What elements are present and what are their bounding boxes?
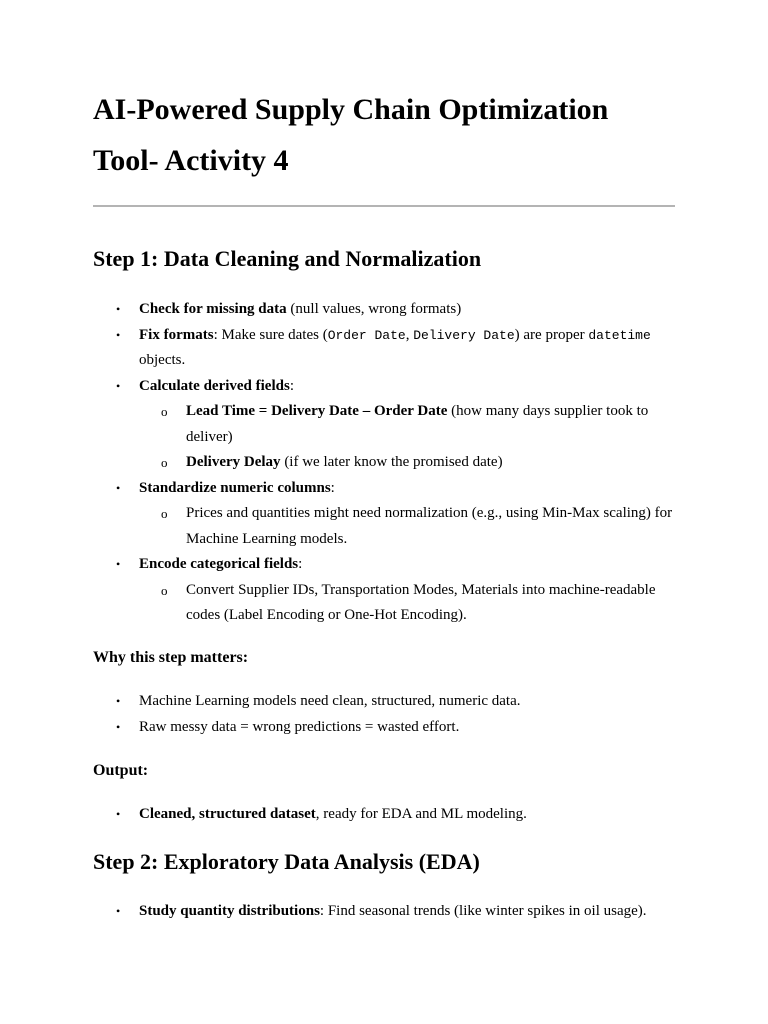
item-bold: Encode categorical fields bbox=[139, 556, 299, 572]
sub-bullet-icon: o bbox=[161, 582, 168, 598]
sub-item-delivery-delay bbox=[139, 450, 678, 476]
bullet-icon: • bbox=[116, 557, 121, 571]
step1-heading: Step 1: Data Cleaning and Normalization bbox=[93, 246, 482, 271]
item-text: objects. bbox=[139, 352, 186, 368]
bullet-icon: • bbox=[116, 480, 121, 495]
code-datetime: datetime bbox=[588, 327, 651, 343]
list-item-categorical-fields bbox=[0, 552, 675, 629]
output-heading: Output: bbox=[93, 762, 149, 779]
list-item-why-1 bbox=[0, 689, 675, 715]
list-item-fix-formats bbox=[0, 323, 675, 374]
item-text: : bbox=[330, 479, 335, 496]
item-text: Machine Learning models need clean, structured, numeric data. bbox=[139, 693, 521, 709]
item-text: (null values, wrong formats) bbox=[286, 301, 462, 317]
item-bold: Check for missing data bbox=[139, 301, 287, 317]
why-list bbox=[0, 689, 675, 740]
sub-list bbox=[139, 399, 675, 476]
list-item-output bbox=[0, 802, 675, 828]
item-text: : bbox=[298, 556, 303, 572]
sub-item-encoding bbox=[139, 578, 678, 629]
item-text: : Make sure dates ( bbox=[213, 326, 328, 343]
step2-heading: Step 2: Exploratory Data Analysis (EDA) bbox=[93, 849, 480, 874]
sub-list bbox=[139, 578, 675, 629]
sub-item-text: Prices and quantities might need normalization (e.g., using Min-Max scaling) for Machine Learning models. bbox=[186, 505, 673, 547]
sub-list bbox=[139, 501, 675, 552]
sub-item-text: (if we later know the promised date) bbox=[280, 454, 503, 470]
item-bold: Standardize numeric columns bbox=[139, 479, 331, 496]
sub-item-text: Convert Supplier IDs, Transportation Modes, Materials into machine-readable codes (Label Encoding or One-Hot Encoding). bbox=[186, 581, 656, 623]
bullet-icon: • bbox=[116, 302, 121, 316]
sub-bullet-icon: o bbox=[161, 404, 168, 419]
horizontal-rule bbox=[93, 205, 675, 207]
list-item-why-2 bbox=[0, 715, 675, 741]
item-bold: Study quantity distributions bbox=[139, 903, 320, 919]
item-text: , ready for EDA and ML modeling. bbox=[315, 806, 527, 822]
bullet-icon: • bbox=[116, 719, 121, 734]
sub-bullet-icon: o bbox=[161, 506, 168, 521]
sub-item-lead-time bbox=[139, 399, 678, 450]
item-text: , bbox=[405, 326, 414, 343]
why-heading: Why this step matters: bbox=[93, 649, 249, 666]
item-bold: Cleaned, structured dataset bbox=[139, 806, 316, 822]
list-item-missing-data bbox=[0, 297, 675, 323]
code-order-date: Order Date bbox=[327, 327, 406, 343]
item-text: : Find seasonal trends (like winter spikes in oil usage). bbox=[319, 903, 647, 919]
sub-item-bold: Delivery Delay bbox=[186, 454, 281, 470]
item-text: ) are proper bbox=[514, 326, 589, 343]
title-line-2: Tool- Activity 4 bbox=[93, 144, 289, 177]
sub-bullet-icon: o bbox=[161, 455, 168, 470]
sub-item-bold: Lead Time = Delivery Date – Order Date bbox=[186, 403, 448, 419]
document-title bbox=[93, 84, 693, 186]
output-list bbox=[0, 802, 675, 828]
step2-list bbox=[0, 899, 675, 925]
step1-list bbox=[0, 297, 675, 629]
item-text: : bbox=[289, 377, 294, 394]
list-item-derived-fields bbox=[0, 374, 675, 476]
title-line-1: AI-Powered Supply Chain Optimization bbox=[93, 93, 609, 126]
bullet-icon: • bbox=[116, 378, 121, 393]
bullet-icon: • bbox=[116, 904, 121, 918]
list-item-quantity-distributions bbox=[0, 899, 675, 925]
item-bold: Fix formats bbox=[139, 326, 214, 343]
list-item-numeric-columns bbox=[0, 476, 675, 553]
item-bold: Calculate derived fields bbox=[139, 377, 290, 394]
code-delivery-date: Delivery Date bbox=[413, 327, 515, 343]
bullet-icon: • bbox=[116, 694, 121, 708]
bullet-icon: • bbox=[116, 327, 121, 342]
bullet-icon: • bbox=[116, 807, 121, 821]
item-text: Raw messy data = wrong predictions = wasted effort. bbox=[139, 718, 460, 735]
sub-item-normalization bbox=[139, 501, 678, 552]
sub-item-text: (how many days supplier took to deliver) bbox=[186, 403, 649, 445]
